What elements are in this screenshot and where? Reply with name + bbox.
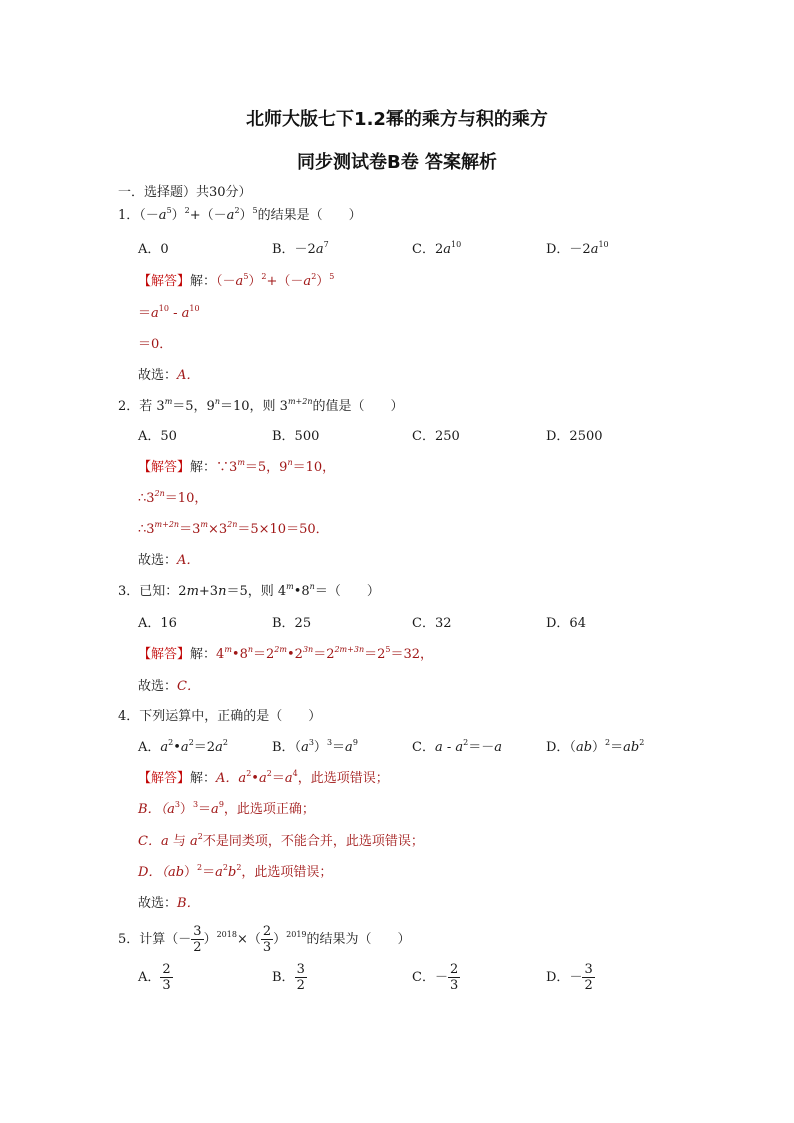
fraction-three-halves: $\frac{3}{2}$ [193,924,202,955]
question-2-answer: 故选：A． [138,553,200,568]
question-5-option-d: D．－ $\frac{3}{2}$ [546,962,593,993]
question-4-answer: 故选：B． [138,896,200,911]
question-2-stem: 2．若 $3^m=5$，$9^n=10$，则 $3^{m+2n}$的值是（ ） [118,397,404,414]
question-1-step-2: ＝0． [138,337,173,352]
question-4-option-a: A．$a^2•a^2=2a^2$ [138,738,228,755]
question-3-solution: 【解答】解：$4^m•8^n=2^{2m}•2^{3n}=2^{2m+3n}=2^5=32$， [138,645,434,662]
question-1-option-a: A．0 [138,242,169,257]
document-subtitle: 同步测试卷B卷 答案解析 [297,152,497,173]
question-4-solution-d: D．$(ab)^2=a^2b^2$，此选项错误； [138,863,333,880]
question-1-solution: 【解答】解：$(-a^5)^2+(-a^2)^5$ [138,272,335,289]
question-2-step-2: $\therefore 3^{m+2n}=3^m\times 3^{2n}=5\times 10=50$． [138,520,329,537]
question-4-stem: 4．下列运算中，正确的是（ ） [118,709,322,724]
question-2-option-d: D．2500 [546,429,603,444]
question-3-option-d: D．64 [546,616,586,631]
question-3-answer: 故选：C． [138,679,200,694]
question-5-option-a: A． $\frac{2}{3}$ [138,962,171,993]
question-2-option-a: A．50 [138,429,177,444]
question-3-option-a: A．16 [138,616,177,631]
question-1-step-1: $=a^{10} - a^{10}$ [138,304,200,321]
question-5-stem: 5．计算（－ $\frac{3}{2}$ ）$^{2018}$×（ $\frac{2}{3}$ ）$^{2019}$的结果为（ ） [118,924,411,955]
question-2-option-b: B．500 [272,429,320,444]
question-1-option-d: D．$-2a^{10}$ [546,240,609,257]
question-2-step-1: $\therefore 3^{2n}=10$， [138,489,208,506]
question-3-stem: 3．已知：2m+3n＝5，则 $4^m•8^n=$（ ） [118,582,380,599]
question-1-option-c: C．$2a^{10}$ [412,240,462,257]
question-4-option-b: B．$(a^3)^3=a^9$ [272,738,358,755]
question-3-option-b: B．25 [272,616,312,631]
question-1-answer: 故选：A． [138,368,200,383]
question-5-option-b: B． $\frac{3}{2}$ [272,962,305,993]
question-5-option-c: C．－ $\frac{2}{3}$ [412,962,459,993]
question-1-option-b: B．$-2a^7$ [272,240,329,257]
question-3-option-c: C．32 [412,616,452,631]
question-1-stem: 1．$(-a^5)^2+(-a^2)^5$的结果是（ ） [118,206,362,223]
question-4-solution-a: 【解答】解：A．$a^2•a^2=a^4$，此选项错误； [138,769,389,786]
question-2-option-c: C．250 [412,429,460,444]
question-2-solution: 【解答】解：$\because 3^m=5$，$9^n=10$， [138,458,336,475]
question-4-option-d: D．$(ab)^2=ab^2$ [546,738,645,755]
section-heading: 一．选择题）共30分） [118,185,252,200]
fraction-two-thirds: $\frac{2}{3}$ [262,924,272,955]
document-title: 北师大版七下1.2幂的乘方与积的乘方 [246,109,548,130]
question-4-solution-b: B．$(a^3)^3=a^9$，此选项正确； [138,800,315,817]
question-4-option-c: C．$a - a^2=-a$ [412,738,503,755]
question-4-solution-c: C．a 与 $a^2$不是同类项，不能合并，此选项错误； [138,832,424,849]
